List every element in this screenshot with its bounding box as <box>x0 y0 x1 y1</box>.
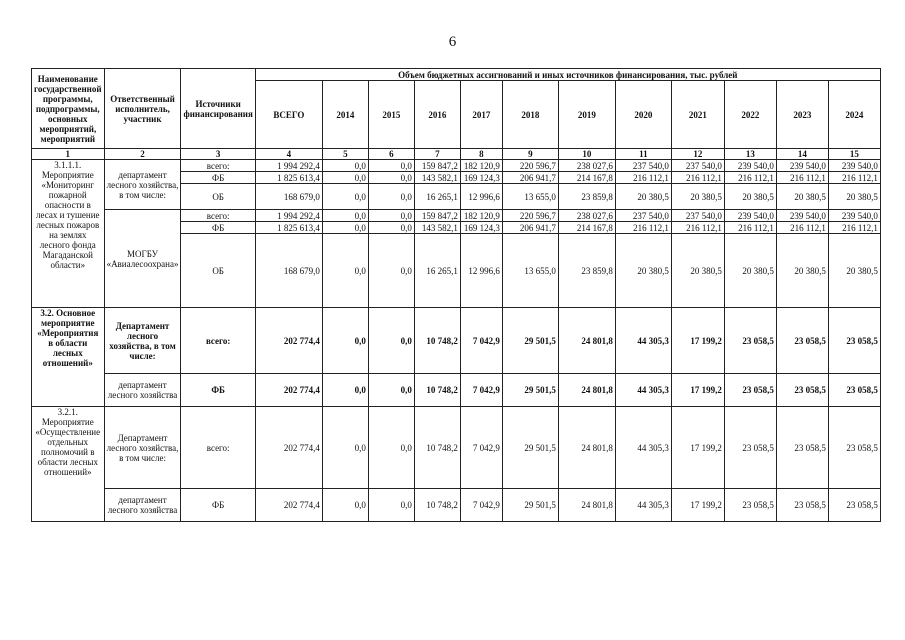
column-number: 9 <box>502 149 558 160</box>
value-cell: 159 847,2 <box>414 210 460 222</box>
value-cell: 24 801,8 <box>558 489 615 522</box>
value-cell: 0,0 <box>368 374 414 407</box>
value-cell: 24 801,8 <box>558 308 615 374</box>
column-number: 8 <box>460 149 502 160</box>
value-cell: 7 042,9 <box>460 308 502 374</box>
value-cell: 0,0 <box>368 222 414 234</box>
column-number: 2 <box>104 149 181 160</box>
value-cell: 239 540,0 <box>828 160 880 172</box>
value-cell: 29 501,5 <box>502 374 558 407</box>
value-cell: 0,0 <box>322 172 368 184</box>
value-cell: 0,0 <box>322 160 368 172</box>
executor-cell: департамент лесного хозяйства, в том числе: <box>104 160 181 210</box>
column-number: 12 <box>671 149 724 160</box>
value-cell: 0,0 <box>368 172 414 184</box>
value-cell: 20 380,5 <box>828 184 880 210</box>
value-cell: 0,0 <box>322 210 368 222</box>
value-cell: 23 058,5 <box>776 489 828 522</box>
value-cell: 168 679,0 <box>255 234 322 308</box>
value-cell: 16 265,1 <box>414 184 460 210</box>
value-cell: 202 774,4 <box>255 374 322 407</box>
header-name: Наименование государственной программы, подпрограммы, основных мероприятий, мероприятий <box>32 69 105 149</box>
value-cell: 20 380,5 <box>671 184 724 210</box>
budget-table <box>31 68 881 522</box>
value-cell: 169 124,3 <box>460 222 502 234</box>
value-cell: 20 380,5 <box>724 234 776 308</box>
source-cell: ФБ <box>181 374 255 407</box>
value-cell: 7 042,9 <box>460 489 502 522</box>
value-cell: 0,0 <box>368 184 414 210</box>
value-cell: 0,0 <box>368 210 414 222</box>
year-header: 2019 <box>558 81 615 149</box>
value-cell: 214 167,8 <box>558 172 615 184</box>
value-cell: 216 112,1 <box>724 172 776 184</box>
table-row <box>32 308 881 374</box>
value-cell: 216 112,1 <box>776 222 828 234</box>
value-cell: 29 501,5 <box>502 489 558 522</box>
value-cell: 44 305,3 <box>615 489 671 522</box>
value-cell: 20 380,5 <box>724 184 776 210</box>
source-cell: ФБ <box>181 172 255 184</box>
value-cell: 7 042,9 <box>460 407 502 489</box>
column-number: 4 <box>255 149 322 160</box>
value-cell: 159 847,2 <box>414 160 460 172</box>
value-cell: 182 120,9 <box>460 160 502 172</box>
value-cell: 20 380,5 <box>776 184 828 210</box>
value-cell: 7 042,9 <box>460 374 502 407</box>
table-row <box>32 210 881 222</box>
value-cell: 237 540,0 <box>671 160 724 172</box>
value-cell: 0,0 <box>322 234 368 308</box>
source-cell: всего: <box>181 308 255 374</box>
value-cell: 23 058,5 <box>776 407 828 489</box>
value-cell: 17 199,2 <box>671 407 724 489</box>
value-cell: 202 774,4 <box>255 489 322 522</box>
value-cell: 206 941,7 <box>502 172 558 184</box>
page-number: 6 <box>448 34 457 50</box>
value-cell: 23 058,5 <box>724 407 776 489</box>
value-cell: 239 540,0 <box>776 210 828 222</box>
value-cell: 29 501,5 <box>502 407 558 489</box>
table-row <box>32 374 881 407</box>
executor-cell: Департамент лесного хозяйства, в том числе: <box>104 407 181 489</box>
value-cell: 23 058,5 <box>776 374 828 407</box>
year-header: 2024 <box>828 81 880 149</box>
value-cell: 20 380,5 <box>615 184 671 210</box>
value-cell: 20 380,5 <box>828 234 880 308</box>
value-cell: 239 540,0 <box>724 160 776 172</box>
year-header: ВСЕГО <box>255 81 322 149</box>
header-funding: Объем бюджетных ассигнований и иных источников финансирования, тыс. рублей <box>255 69 880 81</box>
source-cell: всего: <box>181 160 255 172</box>
value-cell: 23 058,5 <box>776 308 828 374</box>
value-cell: 0,0 <box>322 184 368 210</box>
value-cell: 206 941,7 <box>502 222 558 234</box>
column-number: 13 <box>724 149 776 160</box>
value-cell: 216 112,1 <box>671 172 724 184</box>
executor-cell: департамент лесного хозяйства <box>104 374 181 407</box>
source-cell: ОБ <box>181 234 255 308</box>
value-cell: 0,0 <box>322 407 368 489</box>
value-cell: 220 596,7 <box>502 210 558 222</box>
source-cell: ФБ <box>181 222 255 234</box>
column-number: 1 <box>32 149 105 160</box>
value-cell: 0,0 <box>368 489 414 522</box>
year-header: 2016 <box>414 81 460 149</box>
year-header: 2014 <box>322 81 368 149</box>
value-cell: 0,0 <box>368 308 414 374</box>
executor-cell: МОГБУ «Авиалесоохрана» <box>104 210 181 308</box>
value-cell: 168 679,0 <box>255 184 322 210</box>
column-number: 7 <box>414 149 460 160</box>
value-cell: 10 748,2 <box>414 308 460 374</box>
table-row <box>32 160 881 172</box>
executor-cell: Департамент лесного хозяйства, в том числе: <box>104 308 181 374</box>
header-executor: Ответственный исполнитель, участник <box>104 69 181 149</box>
year-header: 2022 <box>724 81 776 149</box>
year-header: 2015 <box>368 81 414 149</box>
source-cell: всего: <box>181 407 255 489</box>
table-row <box>32 407 881 489</box>
value-cell: 1 994 292,4 <box>255 160 322 172</box>
value-cell: 23 058,5 <box>828 374 880 407</box>
year-header: 2017 <box>460 81 502 149</box>
year-header: 2018 <box>502 81 558 149</box>
value-cell: 12 996,6 <box>460 184 502 210</box>
measure-name: 3.2.1. Мероприятие «Осуществление отдельных полномочий в области лесных отношений» <box>32 407 105 522</box>
value-cell: 216 112,1 <box>671 222 724 234</box>
value-cell: 16 265,1 <box>414 234 460 308</box>
value-cell: 23 058,5 <box>724 489 776 522</box>
value-cell: 10 748,2 <box>414 374 460 407</box>
value-cell: 220 596,7 <box>502 160 558 172</box>
measure-name: 3.1.1.1. Мероприятие «Мониторинг пожарной опасности в лесах и тушение лесных пожаров на землях лесного фонда Магаданской области» <box>32 160 105 308</box>
value-cell: 23 058,5 <box>828 489 880 522</box>
header-source: Источники финансирования <box>181 69 255 149</box>
measure-name: 3.2. Основное мероприятие «Мероприятия в области лесных отношений» <box>32 308 105 407</box>
source-cell: всего: <box>181 210 255 222</box>
value-cell: 216 112,1 <box>828 222 880 234</box>
value-cell: 216 112,1 <box>776 172 828 184</box>
value-cell: 23 058,5 <box>828 407 880 489</box>
column-number-row <box>32 149 881 160</box>
value-cell: 29 501,5 <box>502 308 558 374</box>
executor-cell: департамент лесного хозяйства <box>104 489 181 522</box>
column-number: 15 <box>828 149 880 160</box>
value-cell: 238 027,6 <box>558 210 615 222</box>
value-cell: 17 199,2 <box>671 308 724 374</box>
value-cell: 182 120,9 <box>460 210 502 222</box>
column-number: 14 <box>776 149 828 160</box>
value-cell: 239 540,0 <box>828 210 880 222</box>
value-cell: 1 825 613,4 <box>255 222 322 234</box>
value-cell: 23 859,8 <box>558 234 615 308</box>
value-cell: 202 774,4 <box>255 308 322 374</box>
value-cell: 0,0 <box>322 489 368 522</box>
value-cell: 143 582,1 <box>414 172 460 184</box>
value-cell: 44 305,3 <box>615 374 671 407</box>
year-header: 2021 <box>671 81 724 149</box>
value-cell: 216 112,1 <box>615 172 671 184</box>
value-cell: 23 859,8 <box>558 184 615 210</box>
value-cell: 237 540,0 <box>615 160 671 172</box>
column-number: 3 <box>181 149 255 160</box>
value-cell: 1 994 292,4 <box>255 210 322 222</box>
source-cell: ОБ <box>181 184 255 210</box>
value-cell: 20 380,5 <box>776 234 828 308</box>
column-number: 6 <box>368 149 414 160</box>
source-cell: ФБ <box>181 489 255 522</box>
value-cell: 214 167,8 <box>558 222 615 234</box>
value-cell: 20 380,5 <box>615 234 671 308</box>
value-cell: 0,0 <box>368 234 414 308</box>
value-cell: 202 774,4 <box>255 407 322 489</box>
value-cell: 216 112,1 <box>615 222 671 234</box>
value-cell: 12 996,6 <box>460 234 502 308</box>
value-cell: 0,0 <box>322 374 368 407</box>
value-cell: 13 655,0 <box>502 234 558 308</box>
year-header: 2023 <box>776 81 828 149</box>
column-number: 10 <box>558 149 615 160</box>
year-header: 2020 <box>615 81 671 149</box>
value-cell: 238 027,6 <box>558 160 615 172</box>
value-cell: 10 748,2 <box>414 489 460 522</box>
value-cell: 24 801,8 <box>558 374 615 407</box>
value-cell: 237 540,0 <box>615 210 671 222</box>
value-cell: 17 199,2 <box>671 489 724 522</box>
value-cell: 143 582,1 <box>414 222 460 234</box>
value-cell: 216 112,1 <box>724 222 776 234</box>
value-cell: 44 305,3 <box>615 308 671 374</box>
value-cell: 23 058,5 <box>724 374 776 407</box>
value-cell: 0,0 <box>322 308 368 374</box>
value-cell: 216 112,1 <box>828 172 880 184</box>
value-cell: 13 655,0 <box>502 184 558 210</box>
value-cell: 0,0 <box>368 160 414 172</box>
value-cell: 23 058,5 <box>724 308 776 374</box>
value-cell: 17 199,2 <box>671 374 724 407</box>
value-cell: 0,0 <box>322 222 368 234</box>
value-cell: 10 748,2 <box>414 407 460 489</box>
column-number: 11 <box>615 149 671 160</box>
table-row <box>32 489 881 522</box>
value-cell: 1 825 613,4 <box>255 172 322 184</box>
value-cell: 0,0 <box>368 407 414 489</box>
value-cell: 20 380,5 <box>671 234 724 308</box>
value-cell: 23 058,5 <box>828 308 880 374</box>
value-cell: 239 540,0 <box>776 160 828 172</box>
value-cell: 239 540,0 <box>724 210 776 222</box>
value-cell: 24 801,8 <box>558 407 615 489</box>
column-number: 5 <box>322 149 368 160</box>
value-cell: 44 305,3 <box>615 407 671 489</box>
value-cell: 169 124,3 <box>460 172 502 184</box>
value-cell: 237 540,0 <box>671 210 724 222</box>
